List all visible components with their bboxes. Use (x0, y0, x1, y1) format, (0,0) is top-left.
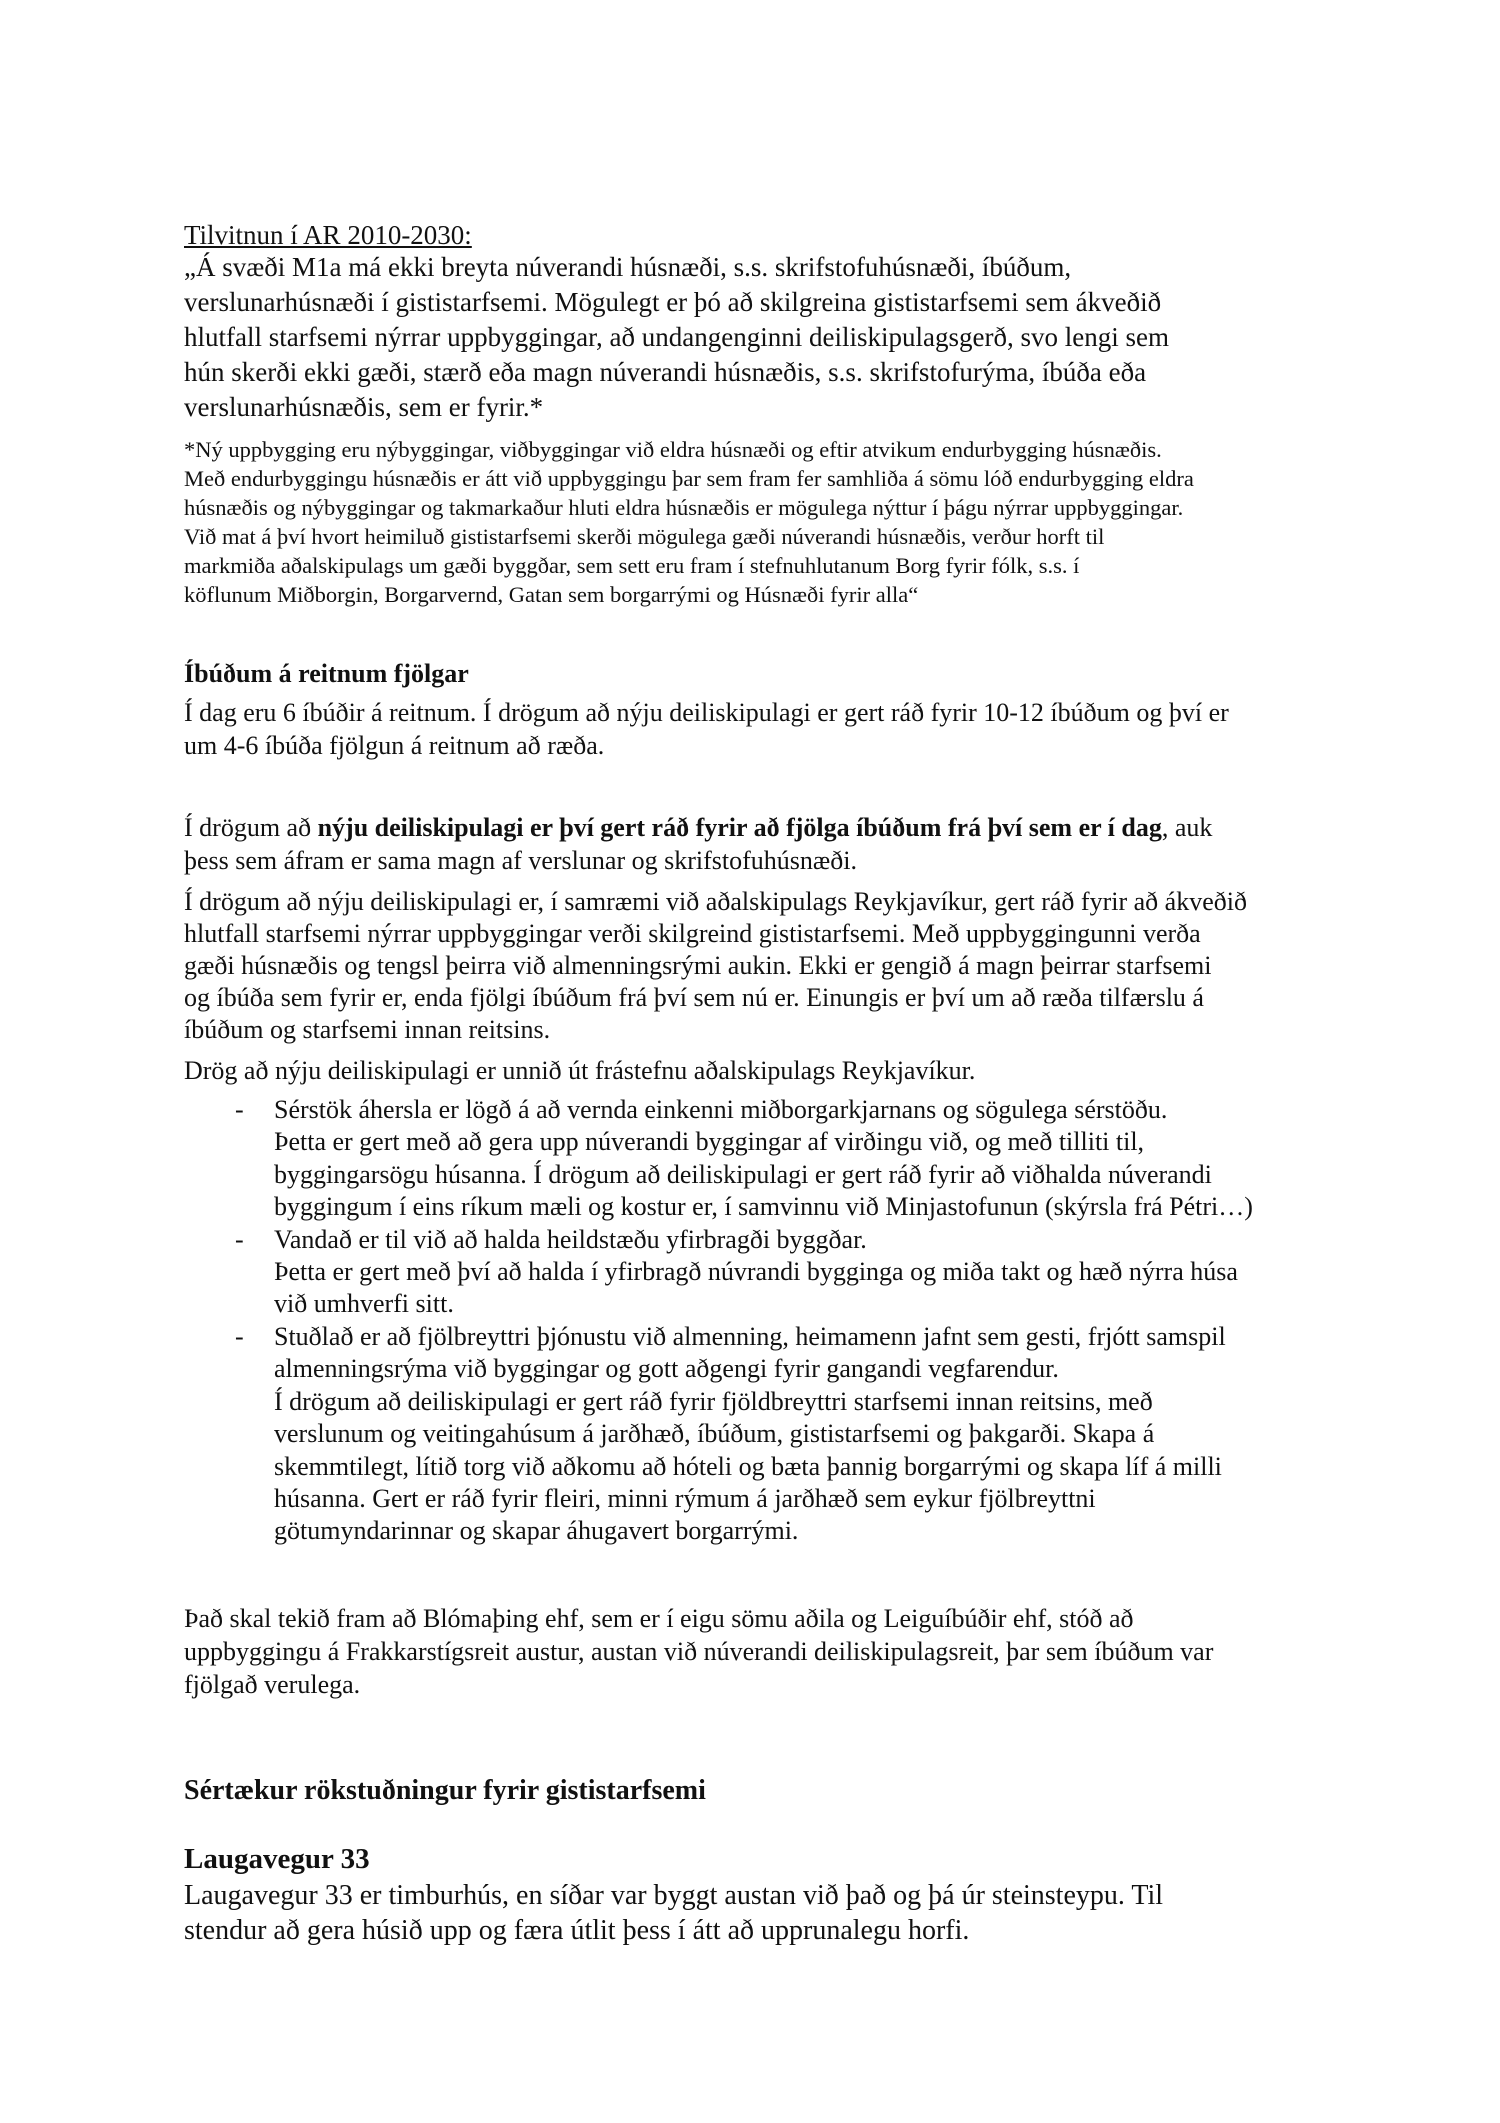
footnote-line: Við mat á því hvort heimiluð gististarfsemi skerði mögulega gæði núverandi húsnæðis, verður horft til (184, 524, 1105, 549)
paragraph-line (184, 813, 1212, 843)
paragraph-line: Í drögum að nýju deiliskipulagi er, í samræmi við aðalskipulags Reykjavíkur, gert ráð fyrir að ákveðið (184, 887, 1247, 916)
bullet-line: byggingarsögu húsanna. Í drögum að deiliskipulagi er gert ráð fyrir að viðhalda núverandi (274, 1160, 1212, 1189)
bullet-line: Þetta er gert með að gera upp núverandi byggingar af virðingu við, og með tilliti til, (274, 1127, 1145, 1156)
bullet-marker: - (235, 1322, 244, 1351)
bullet-marker: - (235, 1225, 244, 1254)
section-heading: Sértækur rökstuðningur fyrir gististarfsemi (184, 1775, 706, 1806)
quote-line: „Á svæði M1a má ekki breyta núverandi húsnæði, s.s. skrifstofuhúsnæði, íbúðum, (184, 252, 1072, 282)
quote-line: verslunarhúsnæði í gististarfsemi. Mögulegt er þó að skilgreina gististarfsemi sem ákveðið (184, 287, 1162, 317)
bullet-line: götumyndarinnar og skapar áhugavert borgarrými. (274, 1516, 799, 1545)
footnote-line: Með endurbyggingu húsnæðis er átt við uppbyggingu þar sem fram fer samhliða á sömu lóð endurbygging eldra (184, 466, 1194, 491)
footnote-line: markmiða aðalskipulags um gæði byggðar, sem sett eru fram í stefnuhlutanum Borg fyrir fólk, s.s. í (184, 553, 1080, 578)
quote-line: hún skerði ekki gæði, stærð eða magn núverandi húsnæðis, s.s. skrifstofurýma, íbúða eða (184, 357, 1147, 387)
subsection-heading: Laugavegur 33 (184, 1843, 370, 1875)
bullet-marker: - (235, 1095, 244, 1124)
bold-text-run: nýju deiliskipulagi er því gert ráð fyrir að fjölga íbúðum frá því sem er í dag (317, 813, 1162, 842)
quote-line: verslunarhúsnæðis, sem er fyrir.* (184, 392, 544, 422)
paragraph-line: Drög að nýju deiliskipulagi er unnið út frástefnu aðalskipulags Reykjavíkur. (184, 1056, 976, 1085)
paragraph-line: fjölgað verulega. (184, 1670, 361, 1699)
paragraph-line: og íbúða sem fyrir er, enda fjölgi íbúðum frá því sem nú er. Einungis er því um að ræða tilfærslu á (184, 983, 1204, 1012)
citation-title: Tilvitnun í AR 2010-2030: (184, 220, 472, 250)
paragraph-line: stendur að gera húsið upp og færa útlit þess í átt að upprunalegu horfi. (184, 1915, 970, 1946)
bullet-line: Þetta er gert með því að halda í yfirbragð núvrandi bygginga og miða takt og hæð nýrra húsa (274, 1257, 1238, 1286)
paragraph-line: íbúðum og starfsemi innan reitsins. (184, 1015, 551, 1044)
section-heading: Íbúðum á reitnum fjölgar (184, 659, 469, 688)
paragraph-line: Laugavegur 33 er timburhús, en síðar var byggt austan við það og þá úr steinsteypu. Til (184, 1880, 1164, 1911)
bullet-line: húsanna. Gert er ráð fyrir fleiri, minni rýmum á jarðhæð sem eykur fjölbreyttni (274, 1484, 1096, 1513)
text-run: , auk (1161, 813, 1213, 842)
paragraph-line: þess sem áfram er sama magn af verslunar og skrifstofuhúsnæði. (184, 846, 857, 875)
bullet-line: Vandað er til við að halda heildstæðu yfirbragði byggðar. (274, 1225, 867, 1254)
paragraph-line: um 4-6 íbúða fjölgun á reitnum að ræða. (184, 731, 605, 760)
paragraph-line: Það skal tekið fram að Blómaþing ehf, sem er í eigu sömu aðila og Leiguíbúðir ehf, stóð að (184, 1604, 1134, 1633)
bullet-line: verslunum og veitingahúsum á jarðhæð, íbúðum, gististarfsemi og þakgarði. Skapa á (274, 1419, 1155, 1448)
paragraph-line: hlutfall starfsemi nýrrar uppbyggingar verði skilgreind gististarfsemi. Með uppbyggingunni verða (184, 919, 1201, 948)
paragraph-line: Í dag eru 6 íbúðir á reitnum. Í drögum að nýju deiliskipulagi er gert ráð fyrir 10-12 íbúðum og því er (184, 698, 1229, 727)
bullet-line: byggingum í eins ríkum mæli og kostur er, í samvinnu við Minjastofunun (skýrsla frá Pétri…) (274, 1192, 1253, 1221)
footnote-line: *Ný uppbygging eru nýbyggingar, viðbyggingar við eldra húsnæði og eftir atvikum endurbygging húsnæðis. (184, 437, 1162, 462)
bullet-line: almenningsrýma við byggingar og gott aðgengi fyrir gangandi vegfarendur. (274, 1354, 1059, 1383)
paragraph-line: uppbyggingu á Frakkarstígsreit austur, austan við núverandi deiliskipulagsreit, þar sem íbúðum var (184, 1637, 1214, 1666)
footnote-line: köflunum Miðborgin, Borgarvernd, Gatan sem borgarrými og Húsnæði fyrir alla“ (184, 582, 919, 607)
bullet-line: Í drögum að deiliskipulagi er gert ráð fyrir fjöldbreyttri starfsemi innan reitsins, með (274, 1387, 1153, 1416)
bullet-line: Sérstök áhersla er lögð á að vernda einkenni miðborgarkjarnans og sögulega sérstöðu. (274, 1095, 1168, 1124)
bullet-line: við umhverfi sitt. (274, 1289, 454, 1318)
paragraph-line: gæði húsnæðis og tengsl þeirra við almenningsrými aukin. Ekki er gengið á magn þeirrar starfsemi (184, 951, 1212, 980)
bullet-line: Stuðlað er að fjölbreyttri þjónustu við almenning, heimamenn jafnt sem gesti, frjótt samspil (274, 1322, 1226, 1351)
bullet-line: skemmtilegt, lítið torg við aðkomu að hóteli og bæta þannig borgarrými og skapa líf á milli (274, 1452, 1222, 1481)
footnote-line: húsnæðis og nýbyggingar og takmarkaður hluti eldra húsnæðis er mögulega nýttur í þágu nýrrar uppbyggingar. (184, 495, 1184, 520)
quote-line: hlutfall starfsemi nýrrar uppbyggingar, að undangenginni deiliskipulagsgerð, svo lengi sem (184, 322, 1169, 352)
text-run: Í drögum að (184, 813, 318, 842)
